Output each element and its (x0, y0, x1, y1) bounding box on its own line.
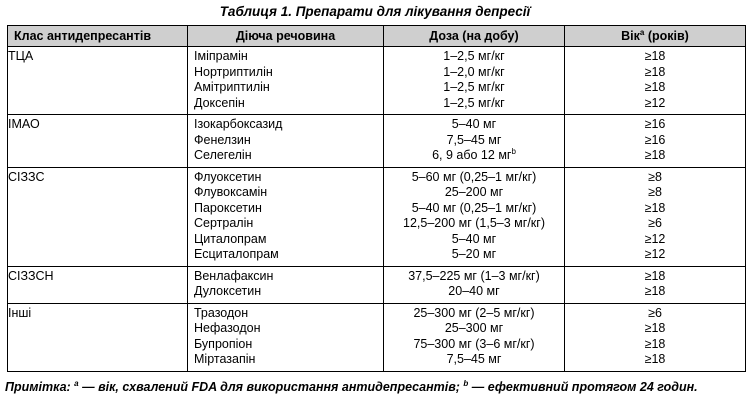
header-age-suffix: (років) (644, 29, 689, 43)
age-value: ≥12 (644, 231, 666, 246)
age-value: ≥12 (644, 95, 666, 110)
age-value: ≥6 (648, 216, 662, 230)
substance-name: Доксепін (194, 95, 245, 110)
table-group-row (8, 115, 746, 168)
age-value: ≥18 (644, 352, 666, 366)
age-value: ≥18 (644, 49, 666, 63)
age-value: ≥18 (644, 64, 666, 79)
table-group-row (8, 266, 746, 303)
substance-cell (188, 266, 384, 303)
age-cell (565, 167, 746, 266)
substance-name: Селегелін (194, 148, 252, 162)
age-value: ≥8 (648, 185, 662, 199)
dose-value (384, 352, 564, 368)
dose-value (384, 65, 564, 81)
age-value: ≥18 (644, 268, 666, 283)
dose-text: 7,5–45 мг (446, 132, 502, 147)
dose-value (384, 148, 564, 164)
dose-cell (384, 266, 565, 303)
table-footnote (5, 380, 698, 394)
dose-text: 5–40 мг (0,25–1 мг/кг) (411, 200, 537, 215)
age-value: ≥8 (648, 169, 662, 184)
footnote-text-a: — вік, схвалений FDA для використання антидепресантів; (78, 380, 464, 394)
footnote-mark-b: b (463, 378, 469, 388)
class-cell: ТЦА (8, 47, 188, 115)
header-class: Клас антидепресантів (8, 26, 188, 47)
dose-text: 12,5–200 мг (1,5–3 мг/кг) (403, 216, 545, 230)
antidepressant-table (7, 25, 746, 372)
substance-name: Флуоксетин (194, 169, 262, 184)
table-header-row (8, 26, 746, 47)
dose-text: 5–40 мг (451, 231, 497, 246)
age-value: ≥6 (648, 305, 662, 320)
dose-text: 25–300 мг (2–5 мг/кг) (413, 305, 535, 320)
dose-value (384, 185, 564, 201)
substance-name: Циталопрам (194, 231, 267, 246)
substance-name: Нортриптилін (194, 64, 273, 79)
class-cell: ІМАО (8, 115, 188, 168)
age-cell (565, 266, 746, 303)
dose-value (384, 201, 564, 217)
dose-text: 37,5–225 мг (1–3 мг/кг) (408, 268, 540, 283)
dose-text: 75–300 мг (3–6 мг/кг) (413, 336, 535, 351)
dose-text: 1–2,5 мг/кг (443, 49, 505, 63)
dose-text: 1–2,0 мг/кг (443, 64, 505, 79)
dose-value (384, 337, 564, 353)
dose-value (384, 80, 564, 96)
dose-cell (384, 303, 565, 371)
age-value: ≥18 (644, 80, 666, 94)
header-dose: Доза (на добу) (384, 26, 565, 47)
substance-cell (188, 115, 384, 168)
dose-cell (384, 115, 565, 168)
footnote-label: Примітка: (5, 380, 75, 394)
dose-text: 5–60 мг (0,25–1 мг/кг) (411, 169, 537, 184)
class-cell: СІЗЗСН (8, 266, 188, 303)
age-value: ≥18 (644, 284, 666, 298)
header-age-footnote-mark: а (639, 27, 645, 37)
substance-name: Флувоксамін (194, 185, 268, 199)
dose-value (384, 321, 564, 337)
dose-value (384, 117, 564, 133)
table-group-row (8, 47, 746, 115)
dose-cell (384, 47, 565, 115)
substance-name: Пароксетин (194, 200, 262, 215)
substance-cell (188, 167, 384, 266)
substance-name: Тразодон (194, 305, 249, 320)
footnote-mark-a: а (74, 378, 79, 388)
dose-text: 20–40 мг (448, 284, 500, 298)
dose-value (384, 232, 564, 248)
dose-text: 25–300 мг (444, 321, 504, 335)
header-age-prefix: Вік (621, 29, 640, 43)
dose-value (384, 247, 564, 263)
age-value: ≥18 (644, 200, 666, 215)
age-cell (565, 303, 746, 371)
header-substance: Діюча речовина (188, 26, 384, 47)
dose-text: 6, 9 або 12 мг (432, 148, 512, 162)
dose-value (384, 216, 564, 232)
substance-name: Амітриптилін (194, 80, 270, 94)
age-cell (565, 115, 746, 168)
table-group-row (8, 303, 746, 371)
dose-text: 25–200 мг (444, 185, 504, 199)
age-value: ≥18 (644, 148, 666, 162)
substance-name: Іміпрамін (194, 49, 248, 63)
dose-cell (384, 167, 565, 266)
age-value: ≥18 (644, 336, 666, 351)
class-cell: СІЗЗС (8, 167, 188, 266)
age-cell (565, 47, 746, 115)
substance-name: Нефазодон (194, 321, 261, 335)
age-value: ≥16 (644, 117, 666, 131)
substance-name: Венлафаксин (194, 268, 274, 283)
dose-text: 5–40 мг (451, 117, 497, 131)
substance-cell (188, 303, 384, 371)
substance-name: Фенелзин (194, 132, 251, 147)
age-value: ≥16 (644, 132, 666, 147)
dose-value (384, 284, 564, 300)
substance-name: Ізокарбоксазид (194, 117, 283, 131)
dose-value (384, 269, 564, 285)
table-title: Таблиця 1. Препарати для лікування депресії (219, 4, 531, 19)
dose-text: 5–20 мг (451, 247, 497, 261)
dose-value (384, 306, 564, 322)
footnote-text-b: — ефективний протягом 24 годин. (468, 380, 698, 394)
table-group-row (8, 167, 746, 266)
substance-name: Дулоксетин (194, 284, 262, 298)
substance-cell (188, 47, 384, 115)
dose-value (384, 49, 564, 65)
age-value: ≥18 (644, 321, 666, 335)
class-cell: Інші (8, 303, 188, 371)
substance-name: Міртазапін (194, 352, 256, 366)
header-age (565, 26, 746, 47)
dose-text: 1–2,5 мг/кг (443, 80, 505, 94)
dose-value (384, 133, 564, 149)
dose-value (384, 96, 564, 112)
substance-name: Сертралін (194, 216, 254, 230)
substance-name: Есциталопрам (194, 247, 279, 261)
dose-footnote-mark: b (511, 146, 516, 156)
age-value: ≥12 (644, 247, 666, 261)
substance-name: Бупропіон (194, 336, 253, 351)
dose-value (384, 170, 564, 186)
dose-text: 7,5–45 мг (446, 352, 502, 366)
dose-text: 1–2,5 мг/кг (443, 95, 505, 110)
